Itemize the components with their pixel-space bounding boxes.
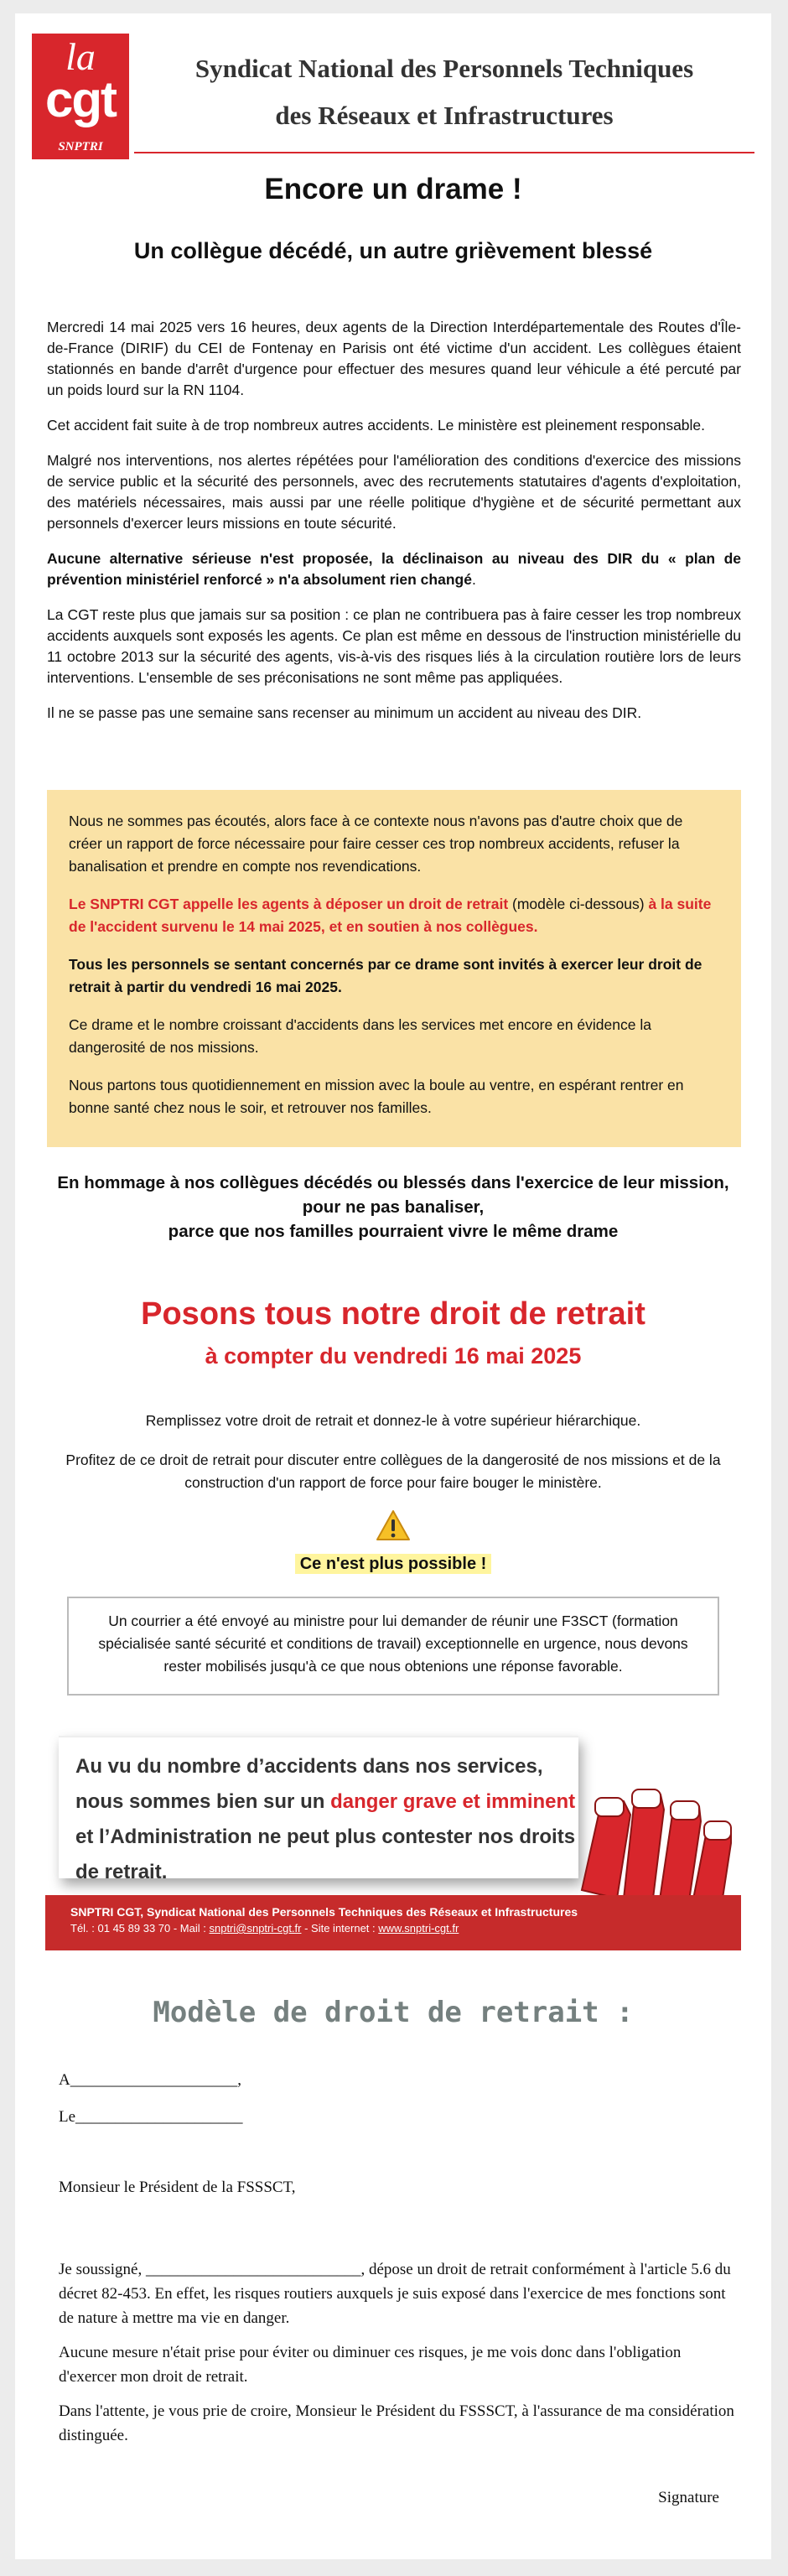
letter-paragraph-2: Aucune mesure n'était prise pour éviter ou diminuer ces risques, je me vois donc dans l'obligation d'exercer mon droit de retrait. bbox=[59, 2344, 682, 2386]
letter-paragraph-1: Je soussigné, ___________________________, dépose un droit de retrait conformément à l'article 5.6 du décret 82-453. En effet, les risques routiers auxquels je suis exposé dans l'exercice de mes fonctions sont de nature à mettre ma vie en danger. bbox=[59, 2261, 731, 2327]
alternative-end: . bbox=[471, 571, 476, 588]
box-appel-plain: (modèle ci-dessous) bbox=[508, 896, 649, 912]
modele-title: Modèle de droit de retrait : bbox=[153, 1996, 634, 2029]
alternative-bold-text: Aucune alternative sérieuse n'est proposée, la déclinaison au niveau des DIR du « plan de prévention ministériel renforcé » n'a absolument rien changé bbox=[47, 550, 741, 588]
paragraph-alternative bbox=[47, 548, 741, 590]
hommage-line1: En hommage à nos collègues décédés ou blessés dans l'exercice de leur mission, bbox=[57, 1173, 729, 1192]
box-appel bbox=[69, 893, 719, 938]
banner-text-part1: Au vu du nombre d’accidents dans nos services, nous sommes bien sur un bbox=[75, 1755, 543, 1813]
letter-date: Le_____________________ bbox=[59, 2108, 243, 2126]
highlight-box bbox=[47, 790, 741, 1147]
logo-snptri-text: SNPTRI bbox=[58, 140, 103, 153]
banner-text-part2: et l’Administration ne peut plus contester nos droits de retrait. bbox=[75, 1826, 576, 1883]
box-appel-red1: Le SNPTRI CGT appelle les agents à déposer un droit de retrait bbox=[69, 896, 509, 912]
subtitle: Un collègue décédé, un autre grièvement blessé bbox=[133, 238, 653, 263]
paragraph-responsable: Cet accident fait suite à de trop nombreux autres accidents. Le ministère est pleinement responsable. bbox=[47, 417, 706, 434]
courrier-box: Un courrier a été envoyé au ministre pour lui demander de réunir une F3SCT (formation spécialisée santé sécurité et conditions de travail) exceptionnelle en urgence, nous devons rester mobilisés jusqu'à ce que nous obtenions une réponse favorable. bbox=[67, 1597, 719, 1696]
logo-cgt-text: cgt bbox=[45, 71, 116, 127]
strip-contact-line bbox=[70, 1920, 716, 1937]
call-title: Posons tous notre droit de retrait bbox=[141, 1296, 645, 1332]
paragraph-interventions: Malgré nos interventions, nos alertes répétées pour l'amélioration des conditions d'exercice des missions de service public et la sécurité des personnels, avec des recrutements statutaires d'agents d'exploitation, des matériels nécessaires, mais aussi par une réelle politique d'hygiène et de sécurité permettant aux personnels d'exercer leurs missions en toute sécurité. bbox=[47, 452, 741, 532]
box-ecoutes: Nous ne sommes pas écoutés, alors face à ce contexte nous n'avons pas d'autre choix que de créer un rapport de force nécessaire pour faire cesser ces trop nombreux accidents, refuser la banalisation et prendre en compte nos revendications. bbox=[69, 813, 683, 875]
no-longer-possible bbox=[283, 1555, 503, 1574]
strip-org-name: SNPTRI CGT, Syndicat National des Personnels Techniques des Réseaux et Infrastructures bbox=[70, 1905, 578, 1919]
banner-contact-strip bbox=[45, 1895, 741, 1950]
hommage-block bbox=[15, 1171, 771, 1244]
org-name bbox=[134, 45, 754, 139]
strip-site-label: - Site internet : bbox=[301, 1922, 379, 1935]
box-quotidien: Nous partons tous quotidiennement en mission avec la boule au ventre, en espérant rentrer en bonne santé chez nous le soir, et retrouver nos familles. bbox=[69, 1077, 684, 1116]
banner-text-danger: danger grave et imminent bbox=[330, 1790, 576, 1813]
box-invitation: Tous les personnels se sentant concernés par ce drame sont invités à exercer leur droit de retrait à partir du vendredi 16 mai 2025. bbox=[69, 956, 702, 995]
no-longer-possible-text: Ce n'est plus possible ! bbox=[295, 1554, 492, 1574]
hommage-line3: parce que nos familles pourraient vivre le même drame bbox=[168, 1222, 619, 1241]
letter-paragraph-3: Dans l'attente, je vous prie de croire, Monsieur le Président du FSSSCT, à l'assurance de ma considération distinguée. bbox=[59, 2402, 734, 2444]
org-name-line2: des Réseaux et Infrastructures bbox=[275, 101, 614, 130]
banner-text bbox=[75, 1749, 578, 1890]
call-date: à compter du vendredi 16 mai 2025 bbox=[205, 1343, 582, 1368]
strip-tel: Tél. : 01 45 89 33 70 - Mail : bbox=[70, 1922, 210, 1935]
strip-site-link[interactable]: www.snptri-cgt.fr bbox=[378, 1922, 459, 1935]
letter-lieu: A_____________________, bbox=[59, 2071, 241, 2089]
warning-triangle-icon bbox=[376, 1509, 411, 1541]
letter-salutation: Monsieur le Président de la FSSSCT, bbox=[59, 2179, 296, 2196]
strip-mail-link[interactable]: snptri@snptri-cgt.fr bbox=[209, 1922, 302, 1935]
hommage-line2: pour ne pas banaliser, bbox=[302, 1197, 485, 1217]
paragraph-semaine: Il ne se passe pas une semaine sans recenser au minimum un accident au niveau des DIR. bbox=[47, 704, 642, 721]
body-text bbox=[47, 317, 741, 738]
call-instruction: Remplissez votre droit de retrait et donnez-le à votre supérieur hiérarchique. bbox=[145, 1412, 641, 1429]
main-title: Encore un drame ! bbox=[264, 173, 522, 205]
org-name-line1: Syndicat National des Personnels Techniques bbox=[194, 54, 694, 83]
danger-banner bbox=[45, 1731, 741, 1959]
paragraph-position: La CGT reste plus que jamais sur sa position : ce plan ne contribuera pas à faire cesser les trop nombreux accidents auxquels sont exposés les agents. Ce plan est même en dessous de l'instruction ministérielle du 11 octobre 2013 sur la sécurité des agents, vis-à-vis des risques liés à la circulation routière lors de leurs interventions. L'ensemble de ses préconisations ne sont même pas appliquées. bbox=[47, 606, 741, 686]
box-appel-end: . bbox=[533, 918, 538, 935]
box-appel-red2: à la suite de l'accident survenu le 14 mai 2025, et en soutien à nos collègues bbox=[69, 896, 712, 935]
call-discussion: Profitez de ce droit de retrait pour discuter entre collègues de la dangerosité de nos missions et de la construction d'un rapport de force pour faire bouger le ministère. bbox=[65, 1452, 721, 1491]
letter-signature: Signature bbox=[658, 2489, 719, 2506]
paragraph-accident: Mercredi 14 mai 2025 vers 16 heures, deux agents de la Direction Interdépartementale des Routes d'Île-de-France (DIRIF) du CEI de Fontenay en Parisis ont été victime d'un accident. Les collègues étaient stationnés en bande d'arrêt d'urgence pour effectuer des mesures quand leur véhicule a été percuté par un poids lourd sur la RN 1104. bbox=[47, 319, 741, 398]
header-divider bbox=[134, 152, 754, 153]
banner-paper bbox=[59, 1736, 578, 1883]
cgt-logo bbox=[32, 34, 129, 159]
logo-la-text: la bbox=[65, 35, 96, 78]
box-dangerosite: Ce drame et le nombre croissant d'accidents dans les services met encore en évidence la dangerosité de nos missions. bbox=[69, 1016, 651, 1056]
letter-body bbox=[59, 2257, 736, 2458]
document-page bbox=[15, 13, 771, 2559]
